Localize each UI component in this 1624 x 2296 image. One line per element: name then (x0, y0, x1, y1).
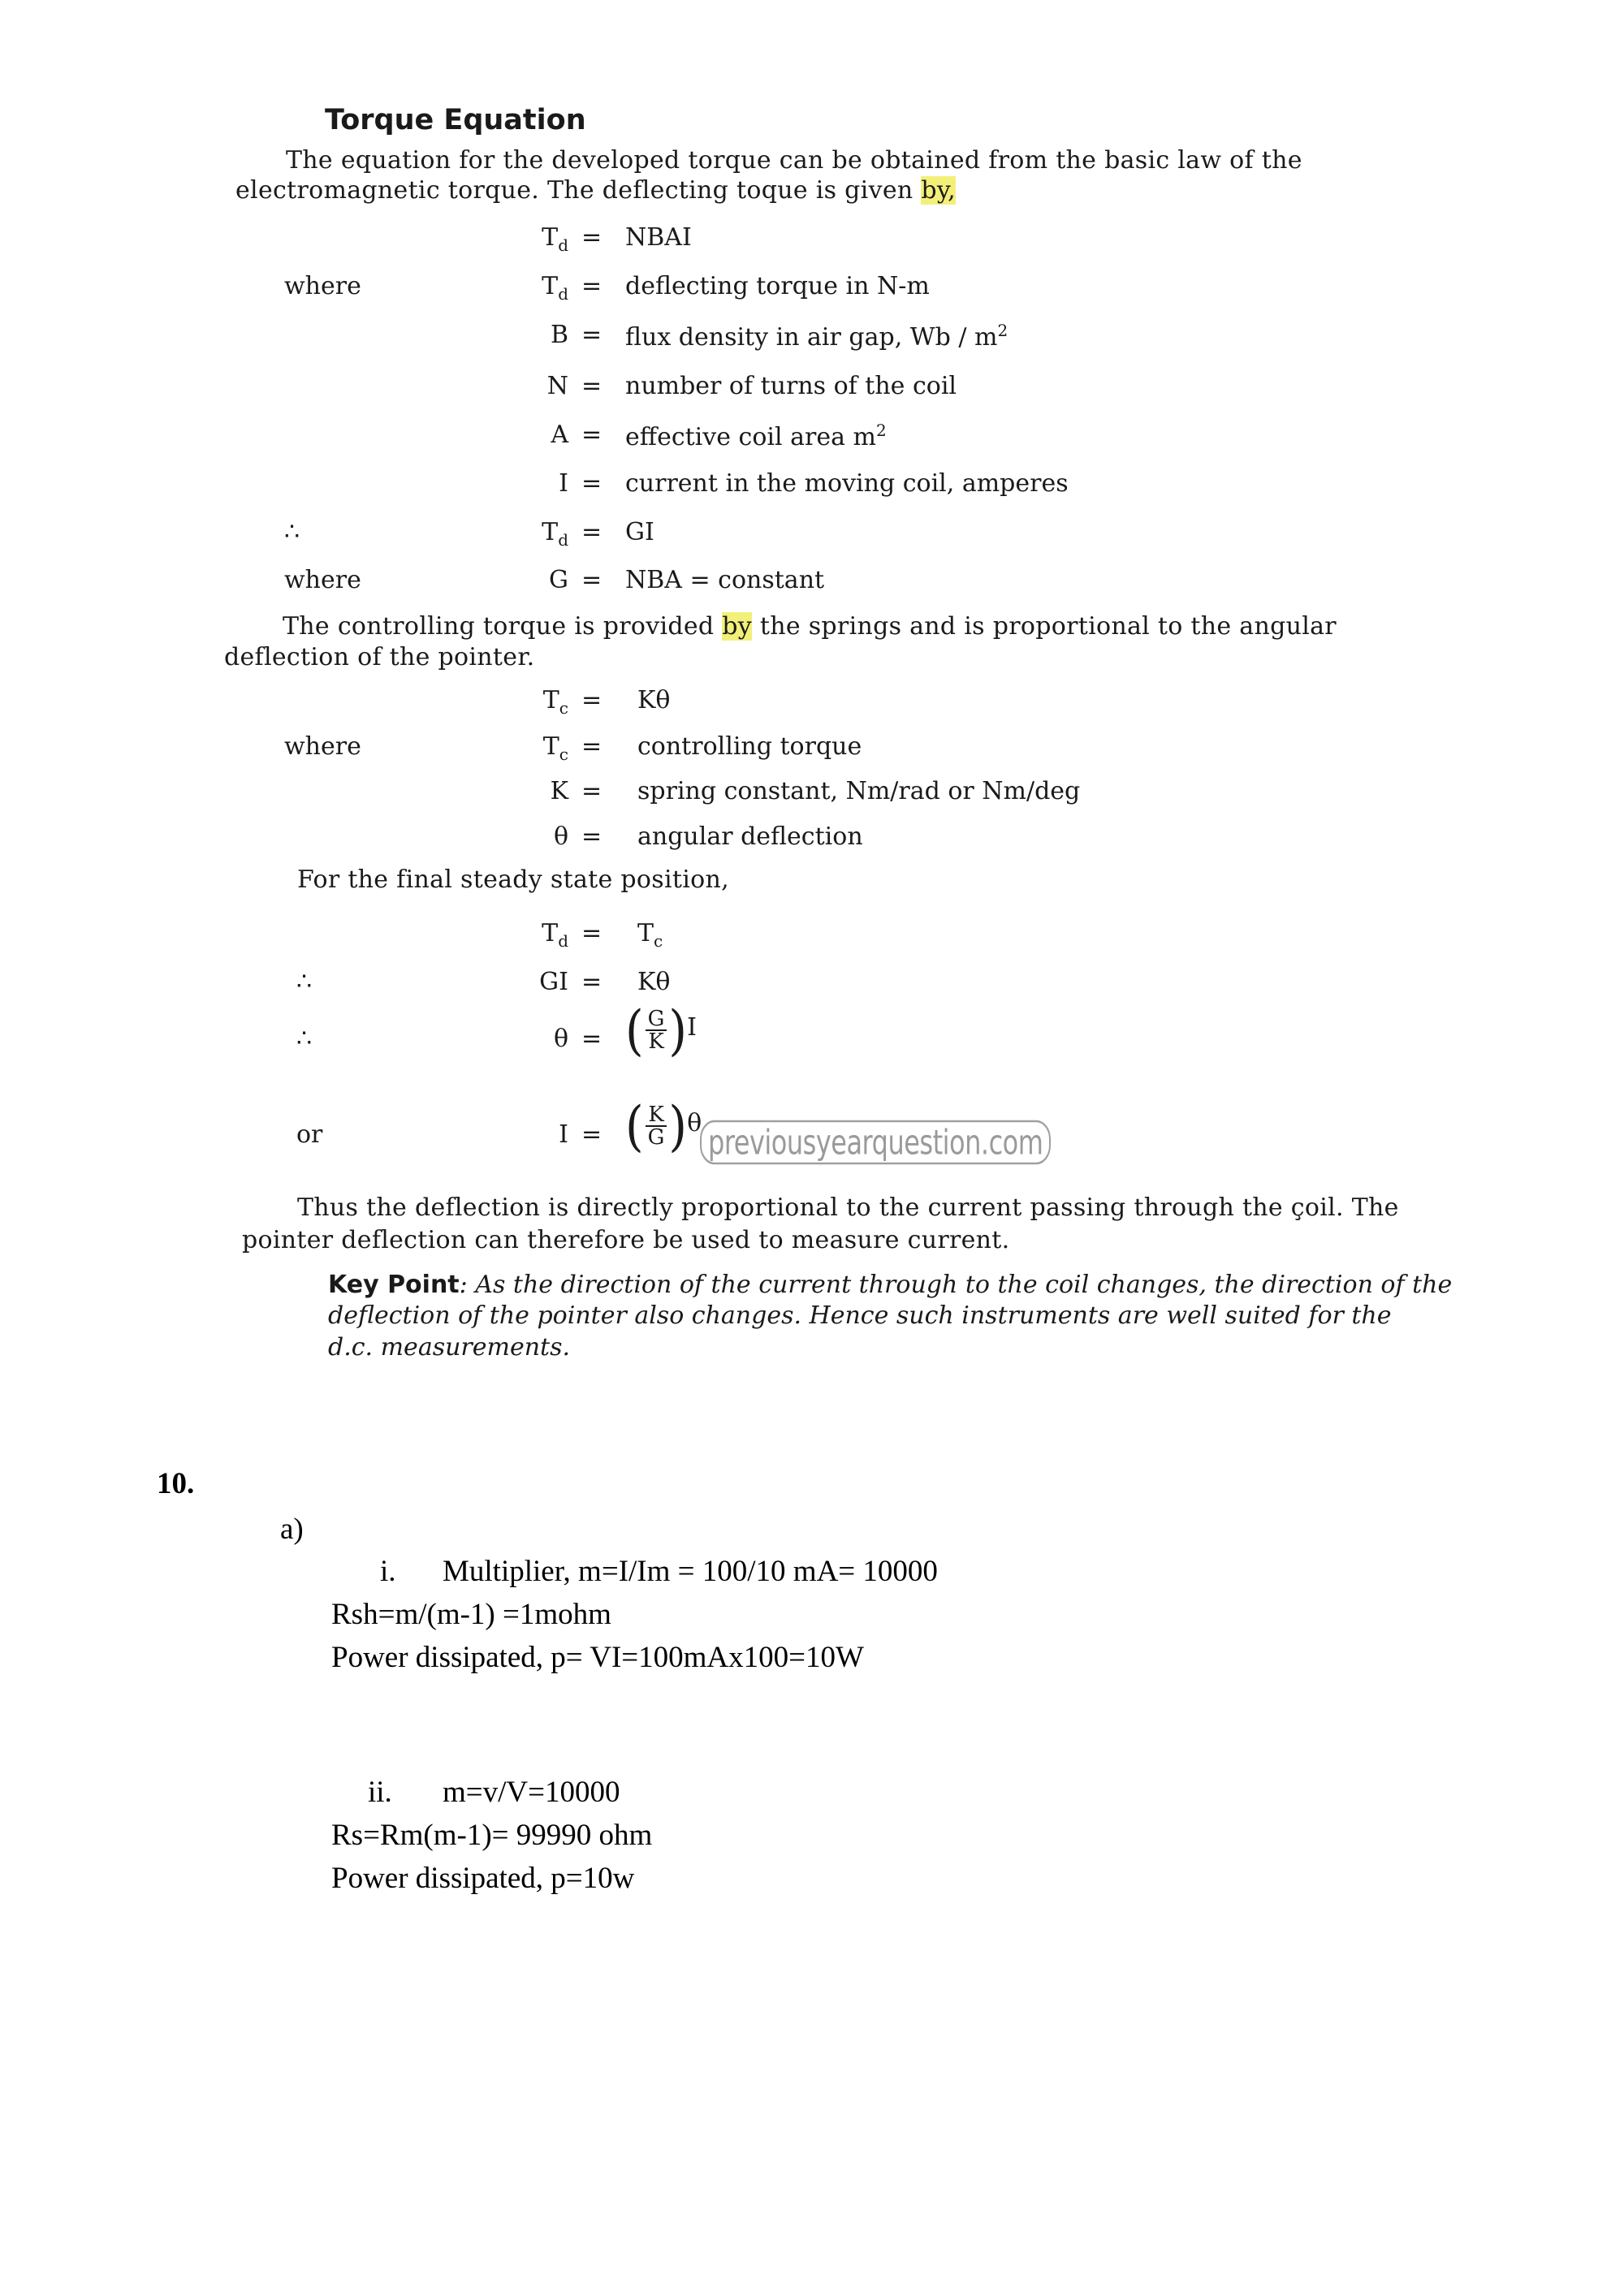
part-ii-line-2: Rs=Rm(m-1)= 99990 ohm (331, 1819, 653, 1852)
control-line-1 (283, 612, 1337, 641)
therefore-symbol: ∴ (296, 1025, 313, 1053)
conclusion-line-2: pointer deflection can therefore be used to measure current. (242, 1226, 1010, 1254)
or-label: or (296, 1120, 323, 1149)
eq-lhs: θ (553, 1025, 568, 1053)
eq-lhs: T (542, 919, 559, 947)
def-symbol: θ (553, 822, 568, 851)
key-point-text: : As the direction of the current through to the coil changes, the direction of the (459, 1271, 1453, 1299)
equals-sign: = (581, 372, 603, 400)
fraction-numerator: K (646, 1104, 666, 1127)
part-i-label: i. (380, 1555, 396, 1588)
key-point-line-2: deflection of the pointer also changes. Hence such instruments are well suited for the (328, 1301, 1392, 1330)
eq-rhs: GI (625, 518, 654, 546)
eq-lhs: T (542, 686, 559, 714)
fraction-denominator: K (648, 1029, 664, 1054)
therefore-symbol: ∴ (284, 518, 300, 546)
equals-sign: = (581, 777, 603, 805)
steady-state-line: For the final steady state position, (297, 865, 729, 894)
eq-rhs: Kθ (637, 686, 671, 714)
def-symbol: T (542, 732, 559, 761)
eq-lhs-sub: c (559, 698, 568, 718)
eq-lhs: T (542, 223, 559, 252)
def-sup: 2 (997, 321, 1009, 340)
def-symbol-sub: d (558, 284, 568, 304)
part-ii-line-1: m=v/V=10000 (443, 1776, 620, 1809)
eq-rhs: NBAI (625, 223, 692, 252)
key-point-label: Key Point (328, 1271, 460, 1299)
equals-sign: = (581, 686, 603, 714)
equals-sign: = (581, 1025, 603, 1053)
where-label: where (284, 272, 361, 300)
eq-gi-ktheta (0, 968, 1624, 1000)
eq-lhs-sub: d (558, 530, 568, 550)
def-symbol: K (550, 777, 568, 805)
eq-lhs: I (559, 1120, 568, 1149)
intro-line-1: The equation for the developed torque can be obtained from the basic law of the (286, 146, 1302, 175)
def-sup: 2 (875, 421, 887, 440)
equals-sign: = (581, 566, 603, 594)
def-text: spring constant, Nm/rad or Nm/deg (637, 777, 1081, 805)
def-text: deflecting torque in N-m (625, 272, 930, 300)
eq-tc-ktheta (0, 686, 1624, 719)
left-paren: ( (625, 998, 644, 1063)
def-text: current in the moving coil, amperes (625, 469, 1069, 498)
def-symbol-sub: c (559, 744, 568, 764)
def-symbol: T (542, 272, 559, 300)
equals-sign: = (581, 732, 603, 761)
fraction-denominator: G (647, 1125, 665, 1150)
def-text: angular deflection (637, 822, 863, 851)
equals-sign: = (581, 919, 603, 947)
control-line-1-b: the springs and is proportional to the angular (752, 612, 1337, 641)
eq-rhs: Kθ (637, 968, 671, 996)
equals-sign: = (581, 421, 603, 449)
def-symbol: N (546, 372, 568, 400)
def-text: controlling torque (637, 732, 862, 761)
def-text: effective coil area m (625, 423, 876, 451)
eq-g-nba (0, 566, 1624, 598)
control-highlight: by (722, 612, 753, 641)
def-row-i (0, 469, 1624, 502)
watermark: previousyearquestion.com (700, 1120, 1051, 1165)
eq-lhs: GI (539, 968, 568, 996)
eq-lhs-sub: d (558, 931, 568, 951)
part-i-line-2: Rsh=m/(m-1) =1mohm (331, 1598, 611, 1631)
key-point-line-3: d.c. measurements. (328, 1333, 571, 1362)
fraction-tail: I (687, 1013, 697, 1042)
def-text: flux density in air gap, Wb / m (625, 323, 998, 352)
part-ii-label: ii. (368, 1776, 392, 1809)
def-text: number of turns of the coil (625, 372, 957, 400)
equals-sign: = (581, 469, 603, 498)
right-paren: ) (668, 1094, 688, 1159)
equals-sign: = (581, 1120, 603, 1149)
def-symbol: A (551, 421, 568, 449)
section-title: Torque Equation (325, 104, 586, 136)
def-row-k (0, 777, 1624, 809)
therefore-symbol: ∴ (296, 968, 313, 996)
eq-lhs: G (549, 566, 568, 594)
eq-td-nbai (0, 223, 1624, 256)
equals-sign: = (581, 223, 603, 252)
def-row-b (0, 321, 1624, 353)
equals-sign: = (581, 518, 603, 546)
def-row-td (0, 272, 1624, 304)
conclusion-line-1: Thus the deflection is directly proportional to the current passing through the çoil. The (297, 1193, 1399, 1222)
where-label: where (284, 732, 361, 761)
eq-td-gi (0, 518, 1624, 550)
right-paren: ) (668, 998, 688, 1063)
eq-theta-fraction (0, 998, 1624, 1063)
fraction-g-over-k (625, 998, 697, 1063)
control-line-2: deflection of the pointer. (224, 643, 535, 671)
part-i-line-3: Power dissipated, p= VI=100mAx100=10W (331, 1641, 864, 1674)
equals-sign: = (581, 822, 603, 851)
eq-rhs-sub: c (654, 931, 663, 951)
equals-sign: = (581, 321, 603, 349)
where-label: where (284, 566, 361, 594)
fraction-k-over-g (625, 1094, 702, 1159)
intro-line-2-text: electromagnetic torque. The deflecting toque is given (235, 176, 922, 205)
def-row-n (0, 372, 1624, 404)
def-symbol: I (559, 469, 568, 498)
left-paren: ( (625, 1094, 644, 1159)
eq-td-tc (0, 919, 1624, 952)
fraction-tail: θ (687, 1109, 702, 1137)
eq-rhs: T (637, 919, 654, 947)
equals-sign: = (581, 272, 603, 300)
intro-line-2 (235, 176, 956, 205)
question-number: 10. (157, 1467, 195, 1500)
def-row-tc (0, 732, 1624, 765)
key-point-line-1 (328, 1271, 1452, 1299)
fraction-numerator: G (646, 1008, 667, 1031)
def-symbol: B (550, 321, 568, 349)
equals-sign: = (581, 968, 603, 996)
question-part: a) (280, 1513, 304, 1546)
intro-highlight: by, (921, 176, 956, 205)
control-line-1-a: The controlling torque is provided (283, 612, 723, 641)
part-ii-line-3: Power dissipated, p=10w (331, 1862, 635, 1895)
def-row-theta (0, 822, 1624, 855)
eq-rhs: NBA = constant (625, 566, 825, 594)
part-i-line-1: Multiplier, m=I/Im = 100/10 mA= 10000 (443, 1555, 938, 1588)
eq-lhs: T (542, 518, 559, 546)
eq-lhs-sub: d (558, 235, 568, 255)
def-row-a (0, 421, 1624, 453)
